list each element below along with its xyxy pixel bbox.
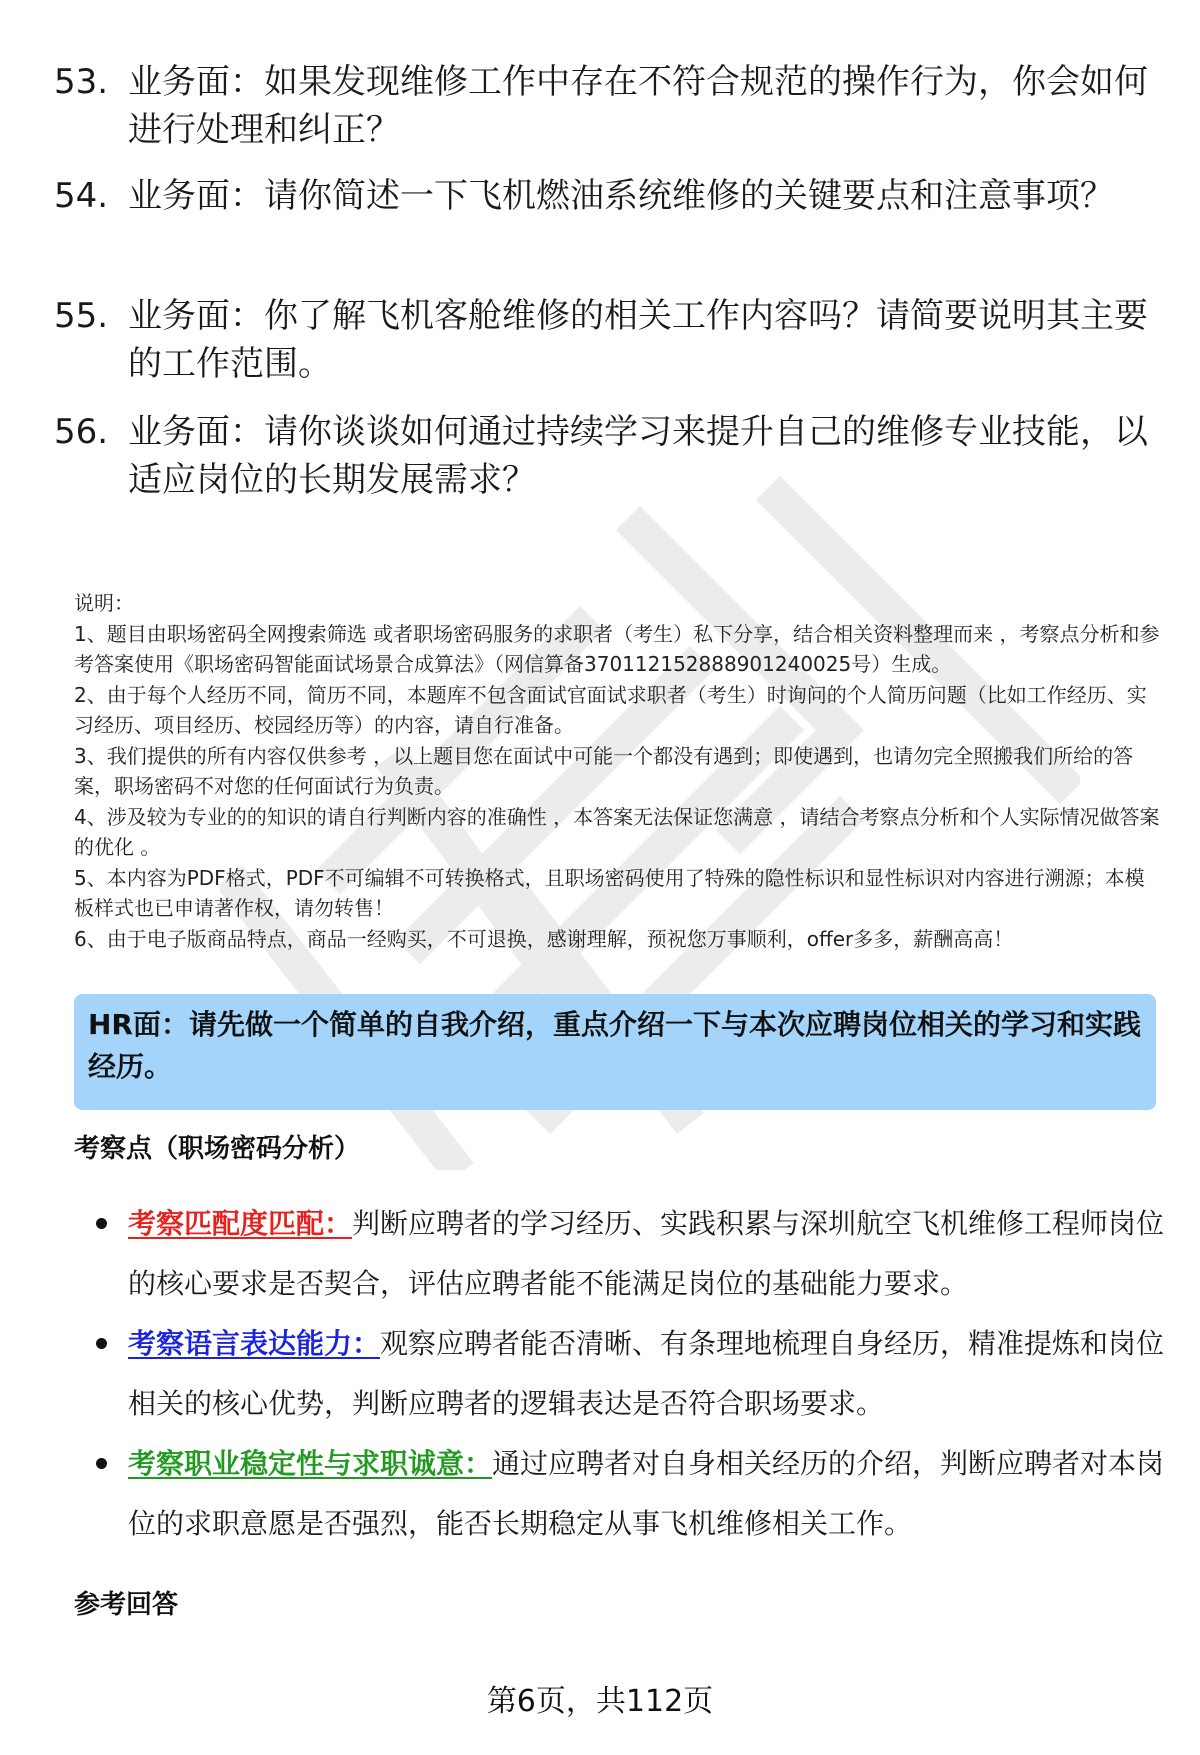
reference-answer-heading: 参考回答 [74,1590,179,1620]
note-item: 3、我们提供的所有内容仅供参考 ，以上题目您在面试中可能一个都没有遇到；即使遇到，也请勿完全照搬我们所给的答案，职场密码不对您的任何面试行为负责。 [74,743,1134,798]
notes-title: 说明： [74,591,134,615]
question-number: 56. [54,412,109,452]
question-text: 业务面：你了解飞机客舱维修的相关工作内容吗？请简要说明其主要的工作范围。 [128,296,1148,384]
question-number: 53. [54,62,109,102]
question-53 [54,58,1164,154]
note-item: 1、题目由职场密码全网搜索筛选 或者职场密码服务的求职者（考生）私下分享，结合相关资料整理而来 ，考察点分析和参考答案使用《职场密码智能面试场景合成算法》（网信算备370112152888901240025号）生成。 [74,621,1160,676]
analysis-point-key: 考察匹配度匹配： [128,1207,353,1240]
analysis-point [96,1194,1166,1314]
analysis-points-list [96,1194,1166,1554]
bullet-icon [96,1338,107,1349]
bullet-icon [96,1218,107,1229]
analysis-point [96,1314,1166,1434]
analysis-point-text: 判断应聘者的学习经历、实践积累与深圳航空飞机维修工程师岗位的核心要求是否契合，评估应聘者能不能满足岗位的基础能力要求。 [128,1207,1165,1300]
page-number: 第6页，共112页 [486,1684,714,1719]
question-text: 业务面：请你谈谈如何通过持续学习来提升自己的维修专业技能，以适应岗位的长期发展需求？ [128,412,1148,500]
analysis-point-text: 观察应聘者能否清晰、有条理地梳理自身经历，精准提炼和岗位相关的核心优势，判断应聘者的逻辑表达是否符合职场要求。 [128,1327,1165,1420]
question-55 [54,292,1164,388]
note-item: 4、涉及较为专业的的知识的请自行判断内容的准确性 ，本答案无法保证您满意 ，请结合考察点分析和个人实际情况做答案的优化 。 [74,804,1160,859]
question-text: 业务面：请你简述一下飞机燃油系统维修的关键要点和注意事项？ [128,176,1114,216]
hr-question-text: HR面：请先做一个简单的自我介绍，重点介绍一下与本次应聘岗位相关的学习和实践经历。 [88,1008,1141,1083]
question-number: 55. [54,296,109,336]
note-item: 2、由于每个人经历不同，简历不同，本题库不包含面试官面试求职者（考生）时询问的个人简历问题（比如工作经历、实习经历、项目经历、校园经历等）的内容，请自行准备。 [74,682,1147,737]
bullet-icon [96,1458,107,1469]
question-number: 54. [54,176,109,216]
hr-question-box [74,994,1156,1110]
question-56 [54,408,1164,504]
analysis-point-key: 考察职业稳定性与求职诚意： [128,1447,493,1480]
analysis-point-key: 考察语言表达能力： [128,1327,381,1360]
disclaimer-notes [74,588,1164,954]
analysis-point-text: 通过应聘者对自身相关经历的介绍，判断应聘者对本岗位的求职意愿是否强烈，能否长期稳定从事飞机维修相关工作。 [128,1447,1165,1540]
analysis-point [96,1434,1166,1554]
analysis-heading: 考察点（职场密码分析） [74,1134,361,1164]
question-54 [54,172,1164,220]
note-item: 5、本内容为PDF格式，PDF不可编辑不可转换格式，且职场密码使用了特殊的隐性标识和显性标识对内容进行溯源；本模板样式也已申请著作权，请勿转售！ [74,865,1145,920]
note-item: 6、由于电子版商品特点，商品一经购买，不可退换，感谢理解，预祝您万事顺利，offer多多，薪酬高高！ [74,926,1014,951]
question-text: 业务面：如果发现维修工作中存在不符合规范的操作行为，你会如何进行处理和纠正？ [128,62,1148,150]
